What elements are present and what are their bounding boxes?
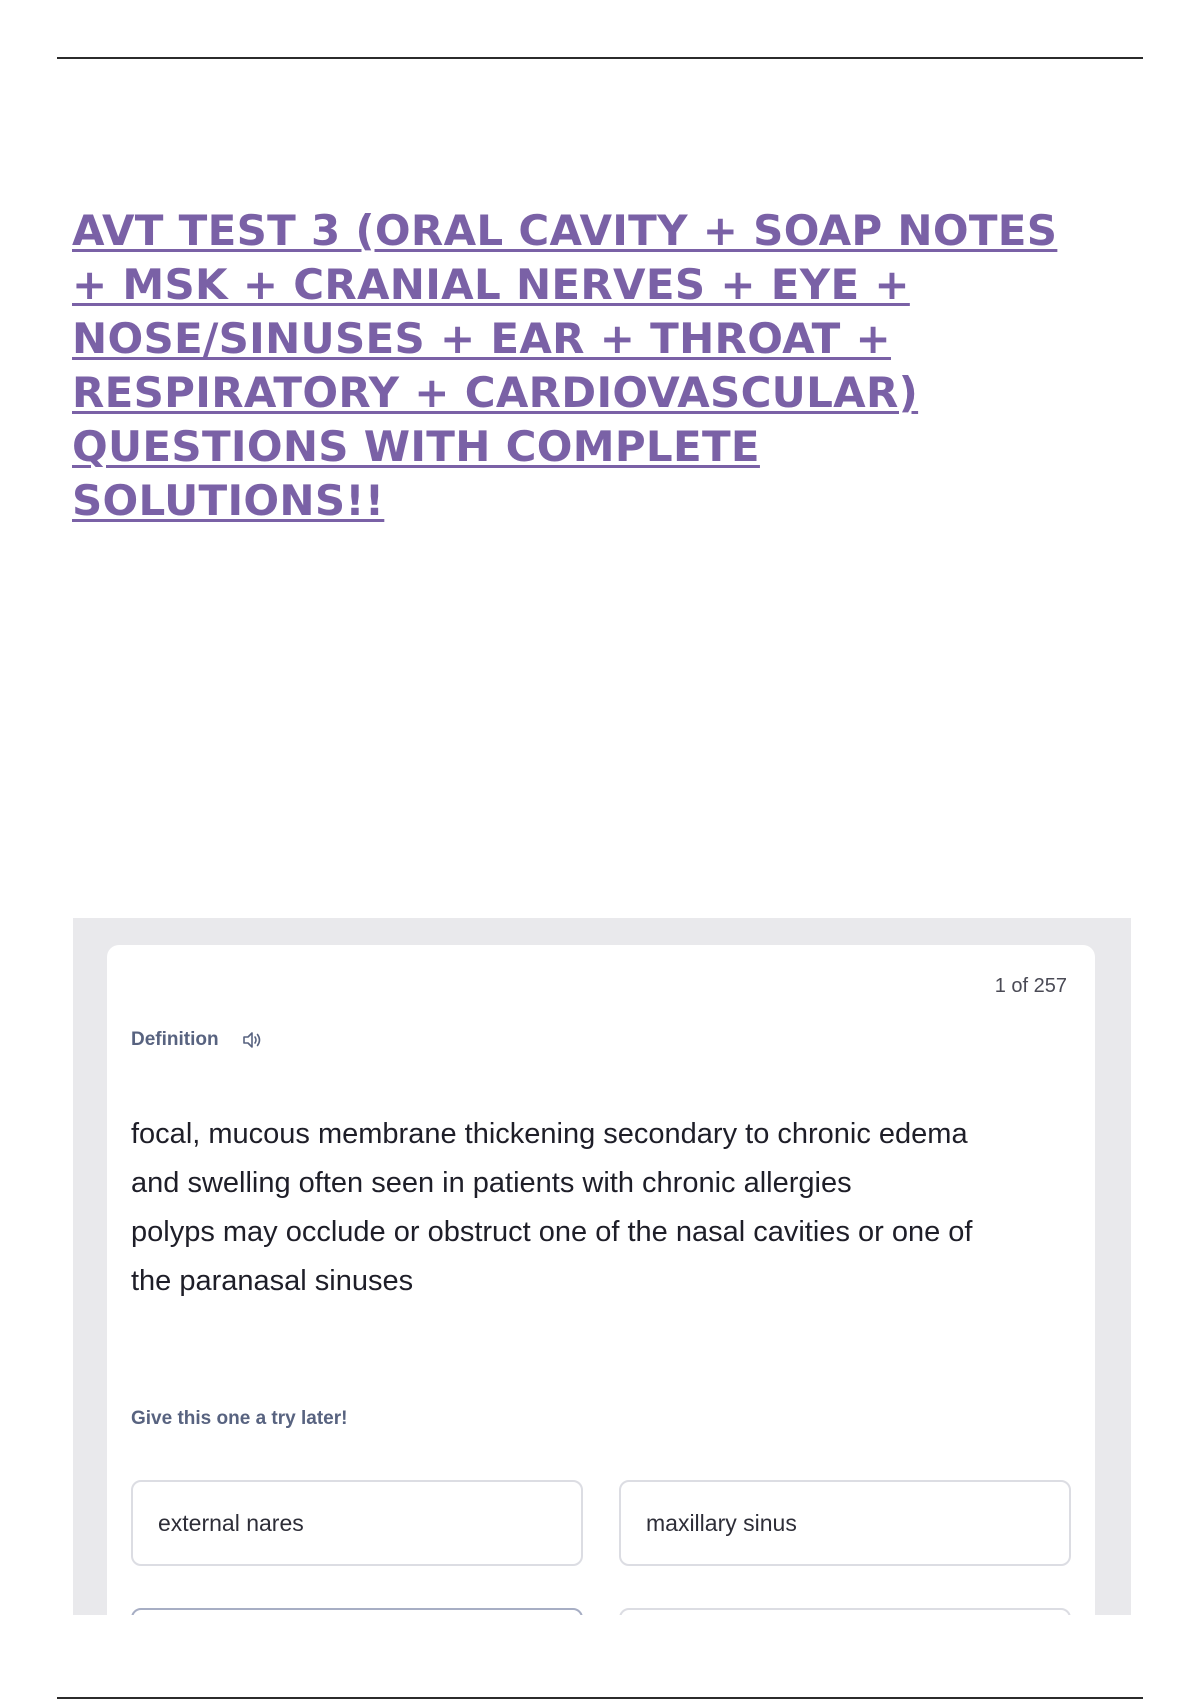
answer-option[interactable] <box>131 1608 583 1615</box>
top-rule <box>57 57 1143 59</box>
definition-header <box>131 1029 263 1051</box>
try-later-prompt: Give this one a try later! <box>131 1408 348 1429</box>
title-line: RESPIRATORY + CARDIOVASCULAR) <box>72 368 919 417</box>
title-line: NOSE/SINUSES + EAR + THROAT + <box>72 314 891 363</box>
definition-line: and swelling often seen in patients with chronic allergies <box>131 1167 852 1199</box>
flashcard <box>107 945 1095 1615</box>
title-line: QUESTIONS WITH COMPLETE <box>72 422 760 471</box>
speaker-icon[interactable] <box>241 1029 263 1051</box>
document-title <box>72 204 1152 528</box>
answer-option[interactable] <box>619 1608 1071 1615</box>
definition-line: polyps may occlude or obstruct one of the nasal cavities or one of <box>131 1216 973 1248</box>
answer-option-external-nares[interactable]: external nares <box>131 1480 583 1566</box>
definition-label: Definition <box>131 1029 219 1050</box>
definition-line: focal, mucous membrane thickening secondary to chronic edema <box>131 1118 968 1150</box>
definition-text <box>131 1110 1071 1306</box>
card-counter: 1 of 257 <box>994 975 1067 997</box>
definition-line: the paranasal sinuses <box>131 1265 414 1297</box>
bottom-rule <box>57 1697 1143 1699</box>
answer-option-maxillary-sinus[interactable]: maxillary sinus <box>619 1480 1071 1566</box>
title-line: AVT TEST 3 (ORAL CAVITY + SOAP NOTES <box>72 206 1058 255</box>
title-line: + MSK + CRANIAL NERVES + EYE + <box>72 260 910 309</box>
title-line: SOLUTIONS!! <box>72 476 385 525</box>
embedded-screenshot <box>73 918 1131 1615</box>
